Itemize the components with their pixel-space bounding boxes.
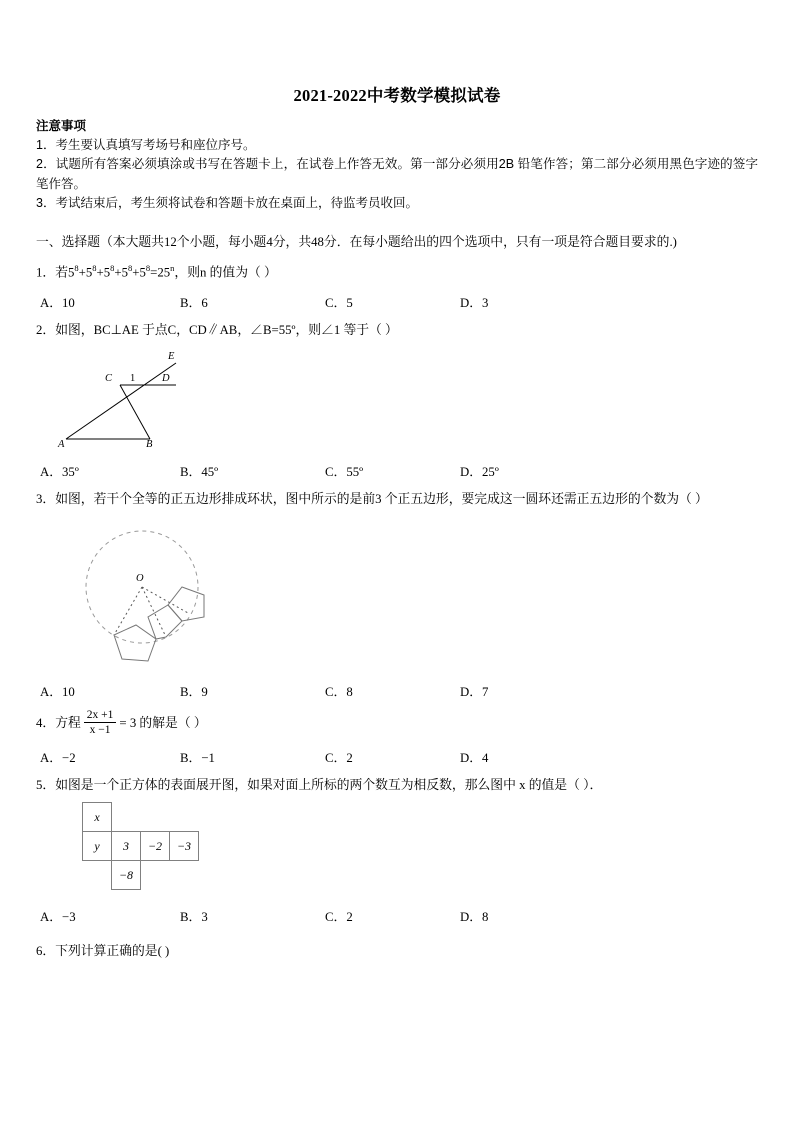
q5-option-b[interactable]: B．3: [180, 910, 208, 925]
q1-option-a[interactable]: A．10: [40, 296, 75, 311]
q2-option-a[interactable]: A．35º: [40, 465, 79, 480]
net-cell-empty-2: [141, 803, 170, 832]
question-1-text-after: ，则n 的值为（ ）: [174, 265, 277, 280]
q5-option-c[interactable]: C．2: [325, 910, 353, 925]
q1-exp-e: 8: [145, 262, 151, 273]
notice-line-1: 1．考生要认真填写考场号和座位序号。: [36, 138, 256, 152]
question-1-text-before: 若5: [55, 265, 75, 280]
section-heading: 一、选择题（本大题共12个小题，每小题4分，共48分．在每小题给出的四个选项中，只有一项是符合题目要求的.): [36, 234, 677, 249]
q5-option-a[interactable]: A．−3: [40, 910, 76, 925]
q1-exp-d: 8: [128, 262, 133, 273]
q4-option-d[interactable]: D．4: [460, 751, 489, 766]
table-row: [83, 861, 199, 890]
question-3-options: [36, 681, 758, 700]
q4-option-a[interactable]: A．−2: [40, 751, 76, 766]
question-1: 1．若$5^8+5^8+5^8+5^8+5^8=25^n$，则n 的值为（ ）: [36, 262, 277, 280]
fig2-label-C: C: [105, 373, 113, 385]
question-4-text-before: 方程: [55, 715, 81, 730]
q4-fraction: [84, 708, 117, 738]
net-cell-neg2: −2: [141, 832, 170, 861]
fig2-label-B: B: [146, 439, 153, 451]
table-row: [83, 803, 199, 832]
net-cell-y: y: [83, 832, 112, 861]
net-cell-neg3: −3: [170, 832, 199, 861]
fig2-label-D: D: [162, 373, 170, 385]
q2-option-b[interactable]: B．45º: [180, 465, 219, 480]
fig2-label-1: 1: [130, 373, 136, 385]
net-cell-3: 3: [112, 832, 141, 861]
q3-option-c[interactable]: C．8: [325, 684, 353, 699]
net-cell-empty-4: [83, 861, 112, 890]
q1-exp-n: n: [170, 262, 175, 273]
question-5-number: 5．: [36, 778, 56, 793]
q4-option-c[interactable]: C．2: [325, 751, 353, 766]
page-title: 2021-2022中考数学模拟试卷: [293, 86, 501, 105]
q3-option-a[interactable]: A．10: [40, 684, 75, 699]
q4-fraction-numerator: 2x +1: [86, 708, 114, 721]
question-4-options: [36, 747, 758, 766]
question-2-text: 如图，BC⊥AE 于点C，CD∥AB，∠B=55º，则∠1 等于（ ）: [55, 323, 398, 338]
question-5-options: [36, 906, 758, 925]
fig3-label-O: O: [136, 572, 144, 584]
question-3-figure: [36, 517, 758, 672]
notice-line-3: 3．考试结束后，考生须将试卷和答题卡放在桌面上，待监考员收回。: [36, 196, 418, 211]
question-1-number: 1．: [36, 265, 56, 280]
question-3-text: 如图，若干个全等的正五边形排成环状，图中所示的是前3 个正五边形，要完成这一圆环还需正五边形的个数为（ ）: [55, 492, 708, 507]
q1-option-b[interactable]: B．6: [180, 296, 208, 311]
net-cell-empty-5: [141, 861, 170, 890]
question-4-text-after: = 3 的解是（ ）: [119, 715, 207, 730]
question-2-number: 2．: [36, 323, 56, 338]
cube-net-table: [82, 802, 199, 890]
q4-fraction-denominator: x −1: [84, 722, 117, 737]
question-5-figure: [82, 802, 758, 890]
q1-option-d[interactable]: D．3: [460, 296, 489, 311]
net-cell-empty-3: [170, 803, 199, 832]
fig2-label-E: E: [168, 351, 175, 363]
net-cell-empty-1: [112, 803, 141, 832]
question-4-number: 4．: [36, 715, 56, 730]
q3-option-b[interactable]: B．9: [180, 684, 208, 699]
question-3-number: 3．: [36, 492, 56, 507]
question-6-number: 6．: [36, 944, 56, 959]
q2-option-d[interactable]: D．25º: [460, 465, 499, 480]
question-4: [36, 709, 758, 739]
question-5: [36, 775, 758, 796]
question-6: [36, 941, 758, 962]
q5-option-d[interactable]: D．8: [460, 910, 489, 925]
q1-exp-b: 8: [92, 262, 97, 273]
table-row: [83, 832, 199, 861]
q2-option-c[interactable]: C．55º: [325, 465, 364, 480]
question-2-options: [36, 461, 758, 480]
fig2-label-A: A: [58, 439, 65, 451]
net-cell-neg8: −8: [112, 861, 141, 890]
question-1-options: [36, 292, 758, 311]
question-6-text: 下列计算正确的是( ): [55, 944, 170, 959]
net-cell-empty-6: [170, 861, 199, 890]
notice-heading: 注意事项: [36, 119, 87, 133]
q3-option-d[interactable]: D．7: [460, 684, 489, 699]
q4-option-b[interactable]: B．−1: [180, 751, 215, 766]
question-3: [36, 489, 758, 510]
q1-option-c[interactable]: C．5: [325, 296, 353, 311]
question-2-figure: [36, 347, 758, 452]
q1-exp-c: 8: [110, 262, 115, 273]
question-2: [36, 320, 758, 341]
q1-exp-a: 8: [74, 262, 79, 273]
question-5-text: 如图是一个正方体的表面展开图，如果对面上所标的两个数互为相反数，那么图中 x 的值是（ ）．: [55, 778, 603, 793]
notice-line-2: 2．试题所有答案必须填涂或书写在答题卡上，在试卷上作答无效。第一部分必须用2B 铅笔作答；第二部分必须用黑色字迹的签字笔作答。: [36, 157, 758, 191]
net-cell-x: x: [83, 803, 112, 832]
